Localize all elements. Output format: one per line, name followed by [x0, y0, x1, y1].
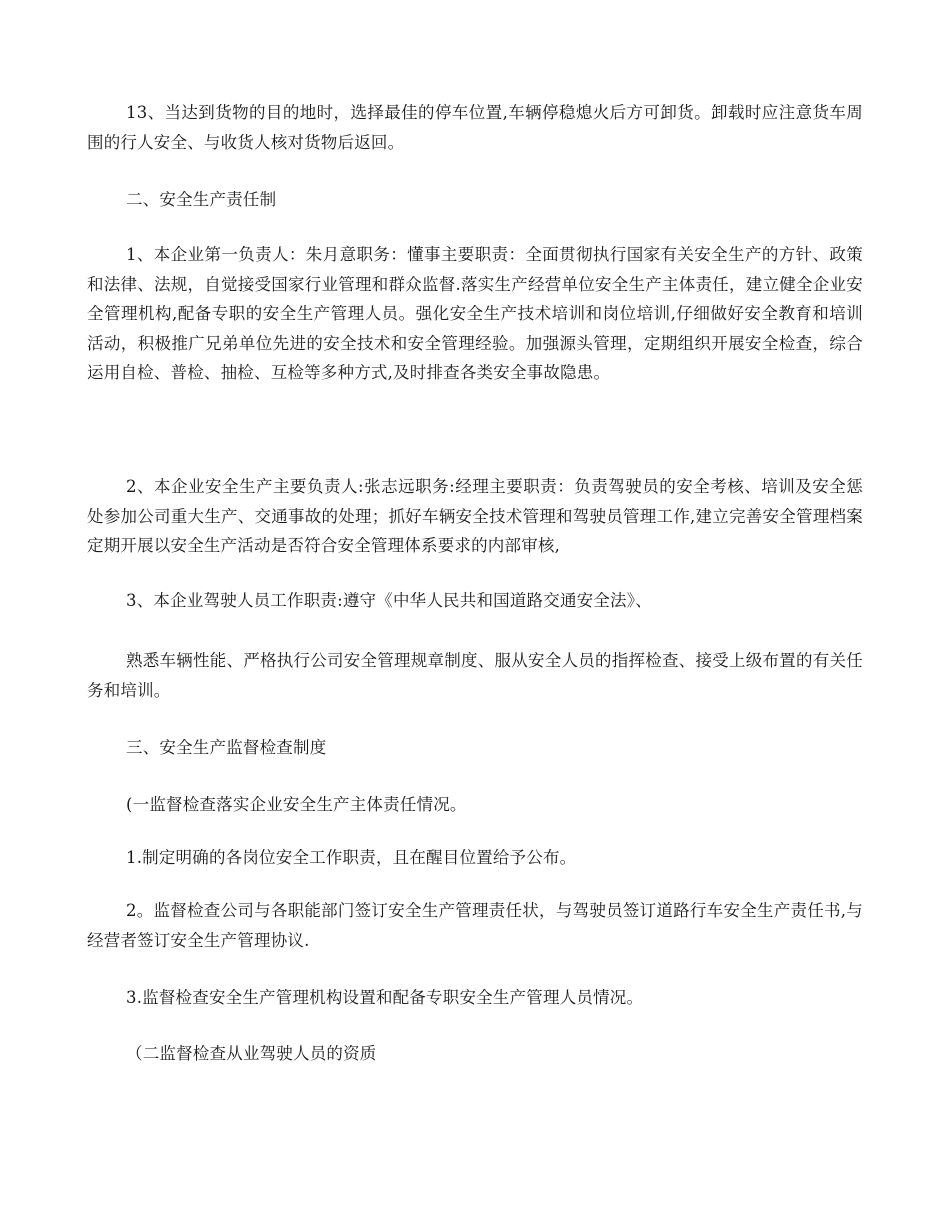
paragraph-unloading-rule: 13、当达到货物的目的地时，选择最佳的停车位置,车辆停稳熄火后方可卸货。卸载时应注意货车周围的行人安全、与收货人核对货物后返回。	[87, 103, 863, 152]
list-item-1: 1.制定明确的各岗位安全工作职责，且在醒目位置给予公布。	[126, 848, 577, 867]
paragraph-first-responsible-person: 1、本企业第一负责人：朱月意职务：懂事主要职责：全面贯彻执行国家有关安全生产的方针、政策和法律、法规，自觉接受国家行业管理和群众监督.落实生产经营单位安全生产主体责任，建立健全企业安全管理机构,配备专职的安全生产管理人员。强化安全生产技术培训和岗位培训,仔细做好安全教育和培训活动，积极推广兄弟单位先进的安全技术和安全管理经验。加强源头管理，定期组织开展安全检查，综合运用自检、普检、抽检、互检等多种方式,及时排查各类安全事故隐患。	[87, 245, 863, 382]
paragraph-main-responsible-person: 2、本企业安全生产主要负责人:张志远职务:经理主要职责：负责驾驶员的安全考核、培训及安全惩处参加公司重大生产、交通事故的处理；抓好车辆安全技术管理和驾驶员管理工作,建立完善安全管理档案定期开展以安全生产活动是否符合安全管理体系要求的内部审核,	[87, 477, 863, 555]
list-item-3: 3.监督检查安全生产管理机构设置和配备专职安全生产管理人员情况。	[126, 988, 644, 1007]
paragraph-driver-duties-continued: 熟悉车辆性能、严格执行公司安全管理规章制度、服从安全人员的指挥检查、接受上级布置的有关任务和培训。	[87, 651, 863, 700]
list-item-2: 2。监督检查公司与各职能部门签订安全生产管理责任状，与驾驶员签订道路行车安全生产责任书,与经营者签订安全生产管理协议.	[87, 901, 863, 950]
subheading-supervise-main-responsibility: (一监督检查落实企业安全生产主体责任情况。	[126, 795, 467, 814]
section-heading-supervision-system: 三、安全生产监督检查制度	[126, 738, 327, 757]
paragraph-driver-duties: 3、本企业驾驶人员工作职责:遵守《中华人民共和国道路交通安全法》、	[126, 591, 652, 610]
section-heading-responsibility-system: 二、安全生产责任制	[126, 190, 277, 209]
subheading-driver-qualification: （二监督检查从业驾驶人员的资质	[126, 1044, 377, 1063]
